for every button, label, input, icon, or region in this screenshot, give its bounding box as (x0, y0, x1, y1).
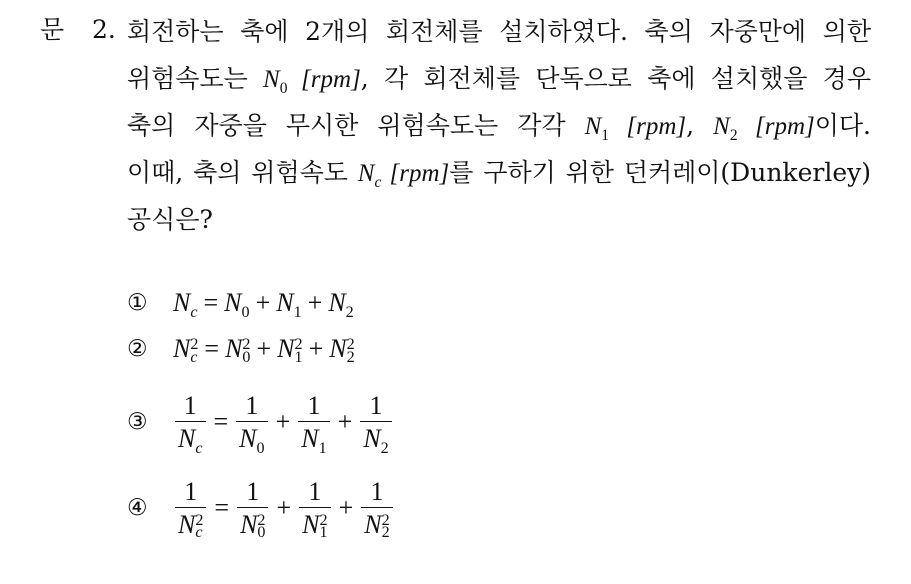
question-line-4: 이때, 축의 위험속도 $N_c$ [rpm]를 구하기 위한 던커레이(Dunkerley) (127, 158, 871, 191)
option-formula: $N_c$ = $N_0$ + $N_1$ + $N_2$ (173, 288, 354, 322)
question-line-2: 위험속도는 $N_0$ [rpm], 각 회전체를 단독으로 축에 설치했을 경우 (127, 64, 871, 97)
option-number: ① (127, 290, 148, 316)
option-formula: N 2 c = N 2 0 + N 2 1 + N 2 2 (173, 333, 355, 367)
question-marker: 문 (40, 15, 65, 44)
answer-option-1[interactable] (127, 282, 395, 324)
question-line-3: 축의 자중을 무시한 위험속도는 각각 $N_1$ [rpm], $N_2$ [rpm]이다. (127, 111, 871, 144)
question-body (127, 8, 871, 243)
option-number: ③ (127, 409, 148, 435)
option-number: ④ (127, 495, 148, 521)
option-number: ② (127, 336, 148, 362)
option-formula: 1 N 2 c = 1 N 2 0 + 1 N 2 1 + 1 N 2 2 (173, 477, 395, 540)
answer-option-3[interactable] (127, 382, 395, 462)
answer-option-4[interactable] (127, 468, 395, 548)
question-line-1: 회전하는 축에 2개의 회전체를 설치하였다. 축의 자중만에 의한 (127, 17, 871, 46)
answer-options (127, 282, 395, 548)
question-line-5: 공식은? (127, 205, 213, 234)
answer-option-2[interactable] (127, 326, 395, 372)
question-number: 2. (92, 15, 116, 44)
option-formula: $\frac{1}{N_c}$ = $\frac{1}{N_0}$ + $\frac{1}{N_1}$ + $\frac{1}{N_2}$ (173, 391, 394, 454)
